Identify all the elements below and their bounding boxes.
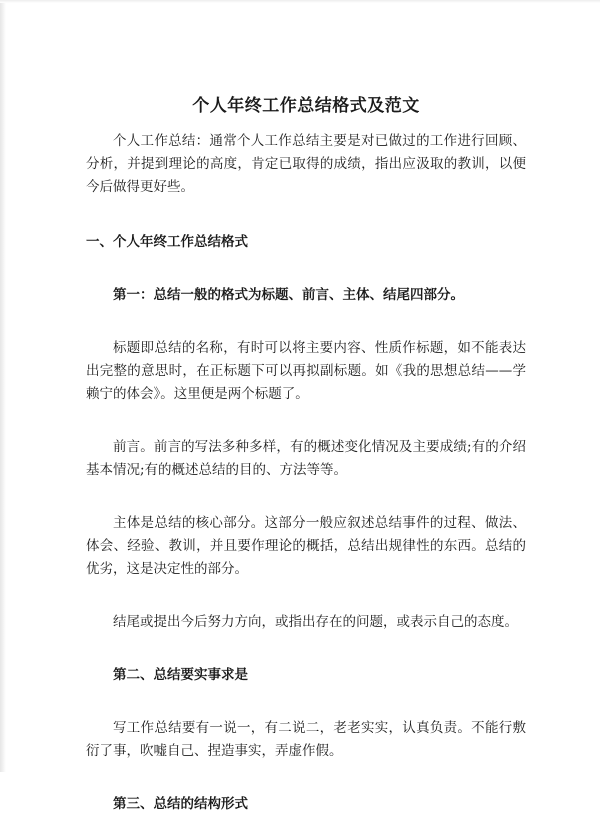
document-title: 个人年终工作总结格式及范文 bbox=[192, 96, 420, 116]
point-heading-third: 第三、总结的结构形式 bbox=[113, 796, 248, 812]
spacer bbox=[86, 634, 526, 664]
page-edge-shadow bbox=[0, 0, 6, 772]
spacer bbox=[86, 406, 526, 436]
paragraph-truthfulness: 写工作总结要有一说一，有二说二，老老实实，认真负责。不能行敷衍了事，吹嘘自己、捏造事实，弄虚作假。 bbox=[86, 720, 526, 759]
paragraph-title-explanation: 标题即总结的名称，有时可以将主要内容、性质作标题，如不能表达出完整的意思时，在正标题下可以再拟副标题。如《我的思想总结——学赖宁的体会》。这里便是两个标题了。 bbox=[86, 340, 526, 402]
spacer bbox=[86, 687, 526, 717]
spacer bbox=[86, 482, 526, 512]
spacer bbox=[86, 581, 526, 611]
paragraph-ending: 结尾或提出今后努力方向，或指出存在的问题，或表示自己的态度。 bbox=[113, 614, 518, 630]
paragraph-preface: 前言。前言的写法多种多样，有的概述变化情况及主要成绩;有的介绍基本情况;有的概述总结的目的、方法等等。 bbox=[86, 439, 526, 478]
spacer bbox=[86, 199, 526, 231]
paragraph-main-body: 主体是总结的核心部分。这部分一般应叙述总结事件的过程、做法、体会、经验、教训，并且要作理论的概括，总结出规律性的东西。总结的优劣，这是决定性的部分。 bbox=[86, 515, 526, 577]
intro-paragraph: 个人工作总结：通常个人工作总结主要是对已做过的工作进行回顾、分析，并提到理论的高度，肯定已取得的成绩，指出应汲取的教训，以便今后做得更好些。 bbox=[86, 133, 526, 195]
spacer bbox=[86, 307, 526, 337]
spacer bbox=[86, 254, 526, 284]
page-top-shadow bbox=[0, 0, 600, 3]
section-heading-format: 一、个人年终工作总结格式 bbox=[86, 234, 248, 250]
point-heading-first: 第一：总结一般的格式为标题、前言、主体、结尾四部分。 bbox=[113, 287, 464, 303]
point-heading-second: 第二、总结要实事求是 bbox=[113, 667, 248, 683]
spacer bbox=[86, 763, 526, 793]
document-body bbox=[86, 94, 526, 816]
